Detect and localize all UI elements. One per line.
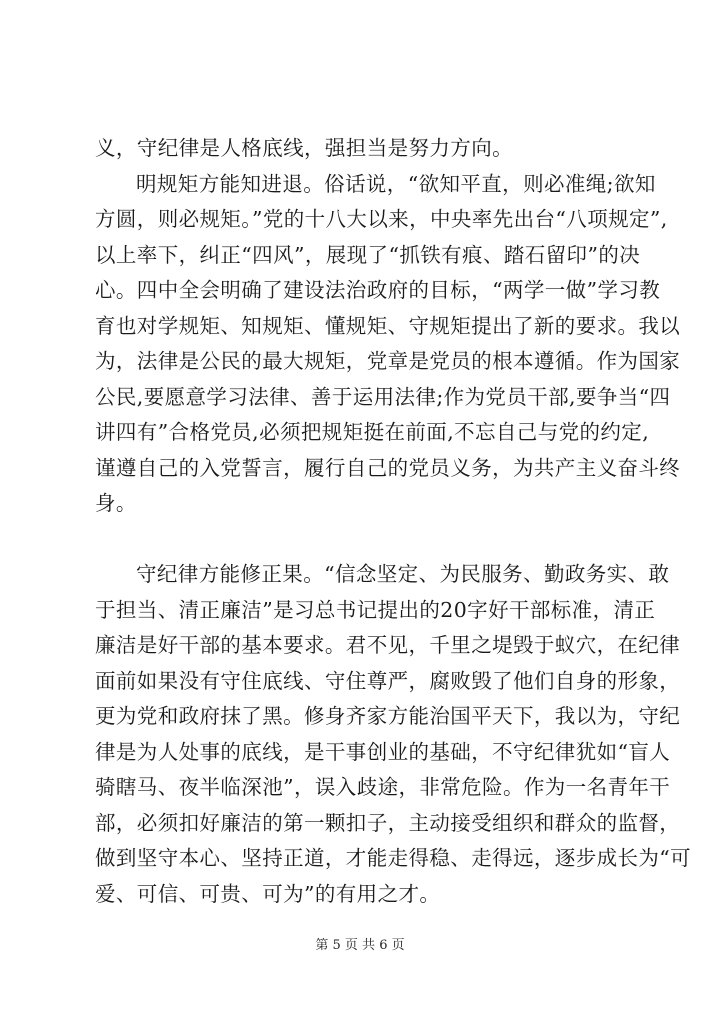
- text-line: 部，必须扣好廉洁的第一颗扣子，主动接受组织和群众的监督，: [95, 810, 681, 835]
- text-line: 爱、可信、可贵、可为”的有用之才。: [95, 881, 441, 906]
- text-line: 面前如果没有守住底线、守住尊严，腐败毁了他们自身的形象，: [95, 668, 681, 693]
- paragraph: [95, 557, 692, 912]
- text-line: 义，守纪律是人格底线，强担当是努力方向。: [95, 136, 513, 160]
- text-line: 身。: [95, 491, 137, 515]
- text-line: 谨遵自己的入党誓言，履行自己的党员义务，为共产主义奋斗终: [95, 455, 681, 480]
- text-line: 育也对学规矩、知规矩、懂规矩、守规矩提出了新的要求。我以: [95, 313, 681, 338]
- text-line: 明规矩方能知进退。俗话说，“欲知平直，则必准绳;欲知: [136, 171, 656, 196]
- text-line: 廉洁是好干部的基本要求。君不见，千里之堤毁于蚁穴，在纪律: [95, 633, 681, 657]
- paragraph: [95, 131, 635, 167]
- text-line: 做到坚守本心、坚持正道，才能走得稳、走得远，逐步成长为“可: [95, 846, 692, 870]
- text-line: 律是为人处事的底线，是干事创业的基础，不守纪律犹如“盲人: [95, 739, 671, 764]
- text-line: 讲四有”合格党员,必须把规矩挺在前面,不忘自己与党的约定,: [95, 420, 650, 444]
- text-line: 方圆，则必规矩。”党的十八大以来，中央率先出台“八项规定”,: [95, 207, 668, 231]
- text-line: 守纪律方能修正果。“信念坚定、为民服务、勤政务实、敢: [136, 562, 670, 586]
- text-line: 为，法律是公民的最大规矩，党章是党员的根本遵循。作为国家: [95, 349, 681, 373]
- text-line: 心。四中全会明确了建设法治政府的目标，“两学一做”学习教: [95, 278, 661, 302]
- text-line: 更为党和政府抹了黑。修身齐家方能治国平天下，我以为，守纪: [95, 704, 681, 728]
- page-number: 第 5 页 共 6 页: [315, 938, 405, 953]
- text-line: 以上率下，纠正“四风”，展现了“抓铁有痕、踏石留印”的决: [95, 242, 641, 267]
- body-text: [95, 131, 692, 912]
- paragraph: [95, 167, 681, 522]
- text-line: 于担当、清正廉洁”是习总书记提出的20字好干部标准，清正: [95, 597, 656, 622]
- text-line: 骑瞎马、夜半临深池”，误入歧途，非常危险。作为一名青年干: [95, 775, 671, 799]
- paragraph-gap: [95, 522, 635, 558]
- text-line: 公民,要愿意学习法律、善于运用法律;作为党员干部,要争当“四: [95, 384, 671, 409]
